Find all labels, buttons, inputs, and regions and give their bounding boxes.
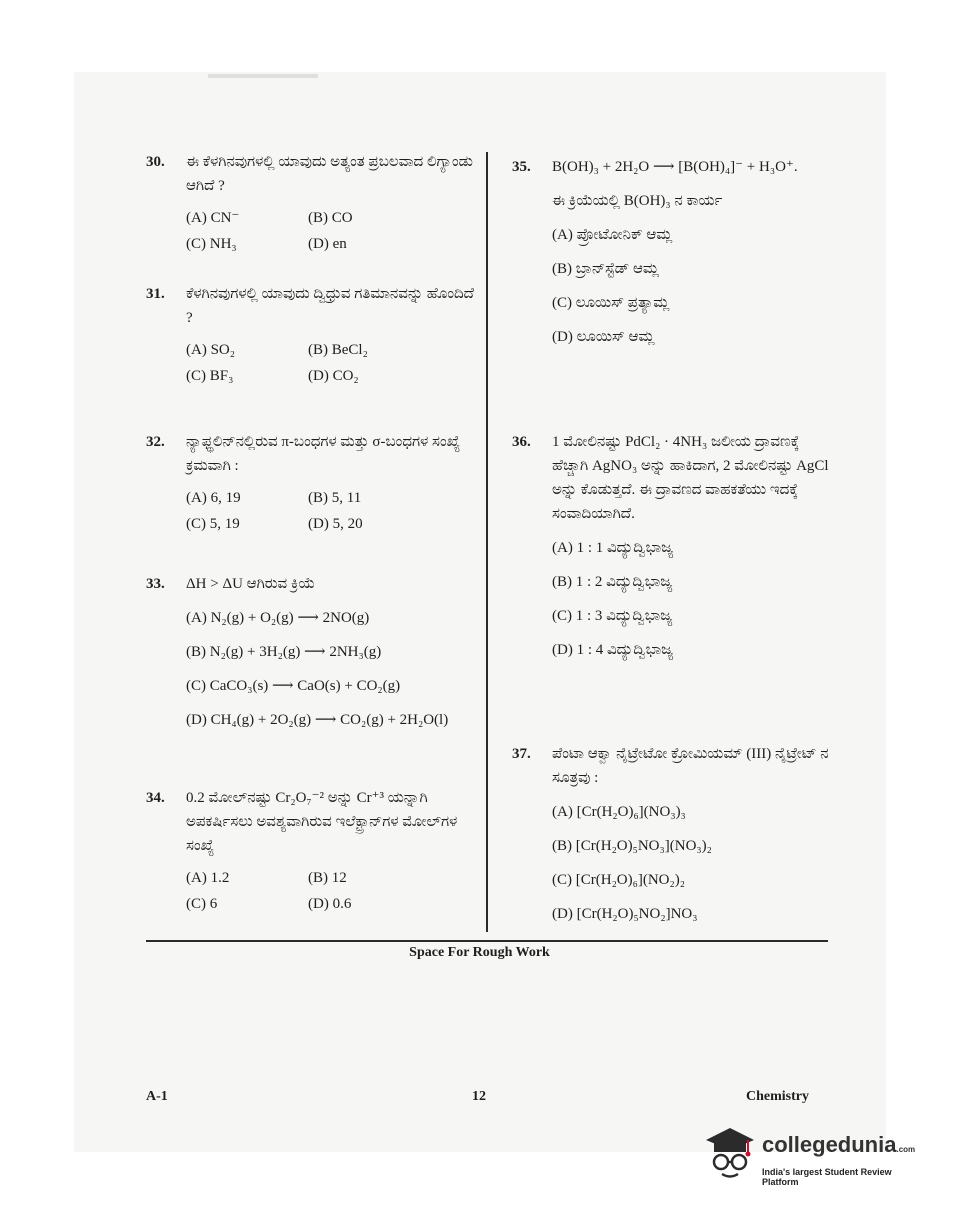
option-b: (B) 5, 11	[308, 490, 362, 506]
option-a: (A) ಪ್ರೋಟೋನಿಕ್ ಆಮ್ಲ	[552, 227, 673, 243]
option-a: (A) 1.2	[186, 870, 230, 886]
options	[186, 866, 476, 916]
left-column	[146, 150, 476, 916]
question-number: 32.	[146, 434, 165, 450]
question-text: ಈ ಕ್ರಿಯೆಯಲ್ಲಿ B(OH)₃ ನ ಕಾರ್ಯ	[552, 193, 723, 209]
option-a: (A) CN⁻	[186, 210, 240, 226]
options	[186, 486, 476, 536]
option-d: (D) ಲೂಯಿಸ್ ಆಮ್ಲ	[552, 329, 655, 345]
question-34	[146, 786, 476, 916]
graduate-face-icon	[700, 1122, 758, 1182]
option-b: (B) BeCl₂	[308, 342, 368, 358]
question-text: ಕೆಳಗಿನವುಗಳಲ್ಲಿ ಯಾವುದು ದ್ವಿಧ್ರುವ ಗತಿಮಾನವನ್ನು ಹೊಂದಿದೆ ?	[186, 286, 474, 326]
question-number: 31.	[146, 286, 165, 302]
column-divider	[486, 152, 488, 932]
option-b: (B) 1 : 2 ವಿದ್ಯುದ್ವಿಭಾಜ್ಯ	[552, 574, 673, 590]
options	[186, 206, 476, 256]
question-text: ಈ ಕೆಳಗಿನವುಗಳಲ್ಲಿ ಯಾವುದು ಅತ್ಯಂತ ಪ್ರಬಲವಾದ ಲಿಗ್ಯಾಂಡು ಆಗಿದೆ ?	[186, 154, 473, 194]
options	[186, 338, 476, 388]
logo-wordmark: collegedunia.com	[762, 1132, 916, 1157]
question-number: 37.	[512, 746, 531, 762]
option-d: (D) CH₄(g) + 2O₂(g) ⟶ CO₂(g) + 2H₂O(l)	[186, 712, 449, 728]
logo-tagline: India's largest Student Review Platform	[762, 1167, 892, 1187]
option-a: (A) N₂(g) + O₂(g) ⟶ 2NO(g)	[186, 610, 370, 626]
booklet-code: A-1	[146, 1089, 168, 1104]
option-b: (B) CO	[308, 210, 353, 226]
question-33	[146, 572, 476, 786]
option-d: (D) CO₂	[308, 368, 359, 384]
question-equation: B(OH)₃ + 2H₂O ⟶ [B(OH)₄]⁻ + H₃O⁺.	[552, 159, 798, 175]
option-b: (B) [Cr(H₂O)₅NO₃](NO₃)₂	[552, 838, 712, 854]
option-b: (B) ಬ್ರಾನ್‌ಸ್ಟೆಡ್ ಆಮ್ಲ	[552, 261, 659, 277]
option-c: (C) CaCO₃(s) ⟶ CaO(s) + CO₂(g)	[186, 678, 401, 694]
option-a: (A) [Cr(H₂O)₆](NO₃)₃	[552, 804, 686, 820]
question-number: 34.	[146, 790, 165, 806]
rough-work-divider	[146, 940, 828, 942]
question-text: ΔH > ΔU ಆಗಿರುವ ಕ್ರಿಯೆ	[186, 576, 316, 592]
page-number: 12	[472, 1089, 486, 1104]
option-a: (A) 1 : 1 ವಿದ್ಯುದ್ವಿಭಾಜ್ಯ	[552, 540, 674, 556]
options	[186, 606, 476, 732]
option-d: (D) en	[308, 236, 347, 252]
options	[552, 800, 832, 926]
question-number: 30.	[146, 154, 165, 170]
option-c: (C) ಲೂಯಿಸ್ ಪ್ರತ್ಯಾಮ್ಲ	[552, 295, 670, 311]
options	[552, 536, 832, 662]
question-text: ನ್ಯಾಫ್ಥಲಿನ್‌ನಲ್ಲಿರುವ π-ಬಂಧಗಳ ಮತ್ತು σ-ಬಂಧಗಳ ಸಂಖ್ಯೆ ಕ್ರಮವಾಗಿ :	[186, 434, 461, 474]
option-d: (D) 1 : 4 ವಿದ್ಯುದ್ವಿಭಾಜ್ಯ	[552, 642, 674, 658]
subject-label: Chemistry	[746, 1089, 809, 1104]
collegedunia-logo[interactable]	[700, 1122, 930, 1188]
option-d: (D) 5, 20	[308, 516, 363, 532]
question-32	[146, 430, 476, 572]
option-b: (B) N₂(g) + 3H₂(g) ⟶ 2NH₃(g)	[186, 644, 382, 660]
question-37	[512, 742, 832, 926]
question-number: 36.	[512, 434, 531, 450]
options	[552, 223, 832, 349]
question-text: 0.2 ಮೋಲ್‌ನಷ್ಟು Cr₂O₇⁻² ಅನ್ನು Cr⁺³ ಯನ್ನಾಗಿ ಅಪಕರ್ಷಿಸಲು ಅವಶ್ಯವಾಗಿರುವ ಇಲೆಕ್ಟ್ರಾನ್‌ಗಳ ಮೋಲ್‌ಗಳ ಸಂಖ್ಯೆ	[186, 790, 458, 854]
question-number: 33.	[146, 576, 165, 592]
option-c: (C) BF₃	[186, 368, 234, 384]
option-d: (D) [Cr(H₂O)₅NO₂]NO₃	[552, 906, 698, 922]
option-a: (A) 6, 19	[186, 490, 241, 506]
option-a: (A) SO₂	[186, 342, 235, 358]
question-number: 35.	[512, 159, 531, 175]
question-31	[146, 282, 476, 430]
option-c: (C) 1 : 3 ವಿದ್ಯುದ್ವಿಭಾಜ್ಯ	[552, 608, 673, 624]
option-c: (C) NH₃	[186, 236, 237, 252]
right-column	[512, 155, 832, 926]
option-b: (B) 12	[308, 870, 347, 886]
option-d: (D) 0.6	[308, 896, 352, 912]
option-c: (C) 5, 19	[186, 516, 240, 532]
option-c: (C) 6	[186, 896, 218, 912]
rough-work-label: Space For Rough Work	[409, 945, 550, 960]
scan-artifact	[208, 74, 318, 78]
option-c: (C) [Cr(H₂O)₆](NO₂)₂	[552, 872, 685, 888]
question-36	[512, 430, 832, 742]
question-text: ಪೆಂಟಾ ಆಕ್ವಾ ನೈಟ್ರೇಟೋ ಕ್ರೋಮಿಯಮ್ (III) ನೈಟ್ರೇಟ್ ನ ಸೂತ್ರವು :	[552, 746, 829, 786]
question-text: 1 ಮೋಲಿನಷ್ಟು PdCl₂ · 4NH₃ ಜಲೀಯ ದ್ರಾವಣಕ್ಕೆ ಹೆಚ್ಚಾಗಿ AgNO₃ ಅನ್ನು ಹಾಕಿದಾಗ, 2 ಮೋಲಿನಷ್ಟು AgCl ಅನ್ನು ಕೊಡುತ್ತದೆ. ಈ ದ್ರಾವಣದ ವಾಹಕತೆಯು ಇದಕ್ಕೆ ಸಂವಾದಿಯಾಗಿದೆ.	[552, 434, 829, 522]
question-35	[512, 155, 832, 430]
question-30	[146, 150, 476, 282]
